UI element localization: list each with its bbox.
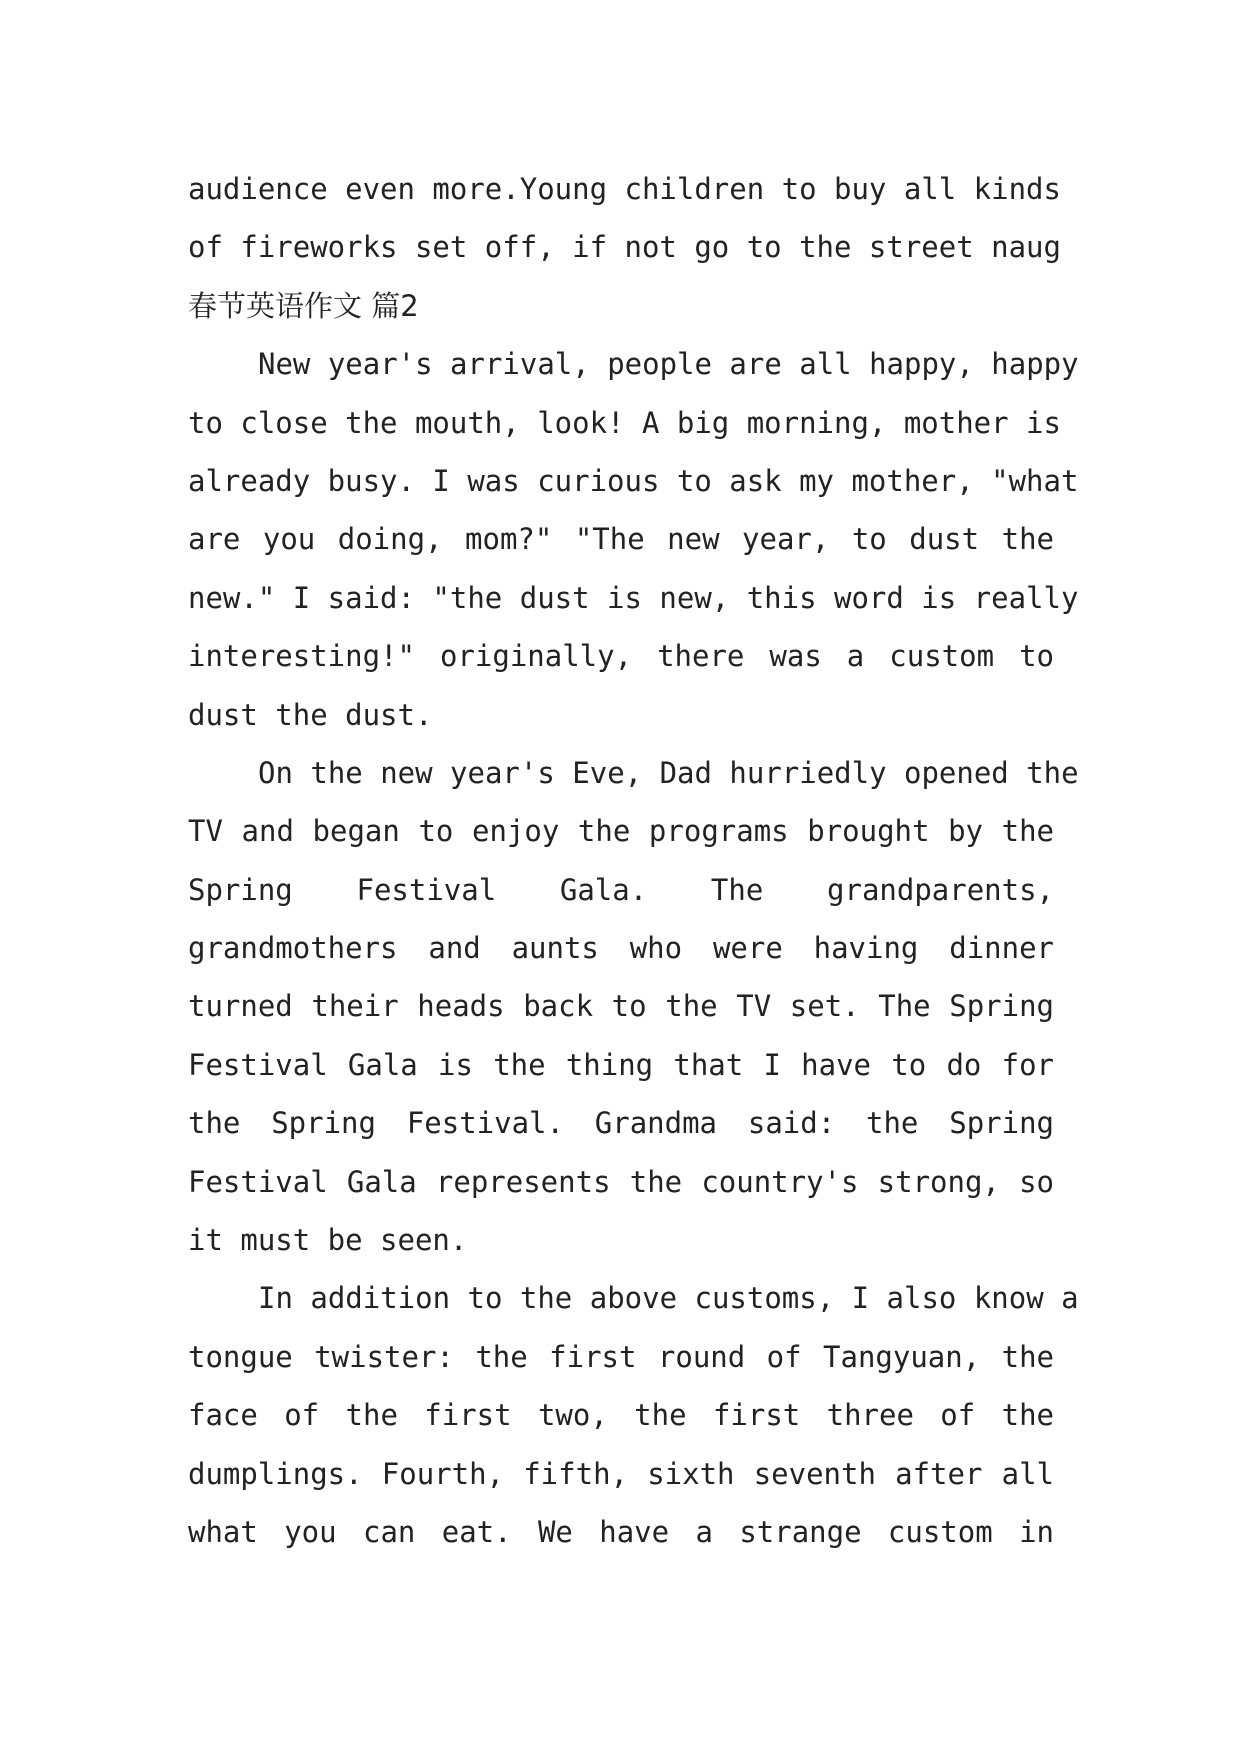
text-line: dust the dust. [188,697,433,732]
text-line: grandmothers and aunts who were having dinner [188,931,1054,966]
text-line: Festival Gala represents the country's strong, so [188,1164,1054,1199]
text-line: what you can eat. We have a strange custom in [188,1514,1054,1549]
text-line: face of the first two, the first three of the [188,1398,1054,1433]
text-line: TV and began to enjoy the programs brought by the [188,814,1054,849]
text-line: dumplings. Fourth, fifth, sixth seventh after all [188,1456,1054,1491]
text-line: tongue twister: the first round of Tangyuan, the [188,1339,1054,1374]
text-line: turned their heads back to the TV set. The Spring [188,989,1054,1024]
text-line: Spring Festival Gala. The grandparents, [188,872,1054,907]
text-line: Festival Gala is the thing that I have to do for [188,1047,1054,1082]
text-line: interesting!" originally, there was a custom to [188,639,1054,674]
text-line: of fireworks set off, if not go to the street naug [188,230,1061,265]
text-line: to close the mouth, look! A big morning, mother is [188,405,1061,440]
text-line: audience even more.Young children to buy all kinds [188,172,1061,206]
text-line: already busy. I was curious to ask my mother, "what [188,463,1079,498]
text-line: On the new year's Eve, Dad hurriedly opened the [258,755,1079,790]
text-line: it must be seen. [188,1223,468,1258]
text-line: New year's arrival, people are all happy, happy [258,347,1079,382]
text-line: the Spring Festival. Grandma said: the Spring [188,1106,1054,1141]
section-heading: 春节英语作文 篇2 [188,288,419,323]
document-page [188,160,1079,1561]
text-line: In addition to the above customs, I also know a [258,1281,1079,1316]
text-line: are you doing, mom?" "The new year, to dust the [188,522,1054,557]
text-line: new." I said: "the dust is new, this word is really [188,580,1079,615]
